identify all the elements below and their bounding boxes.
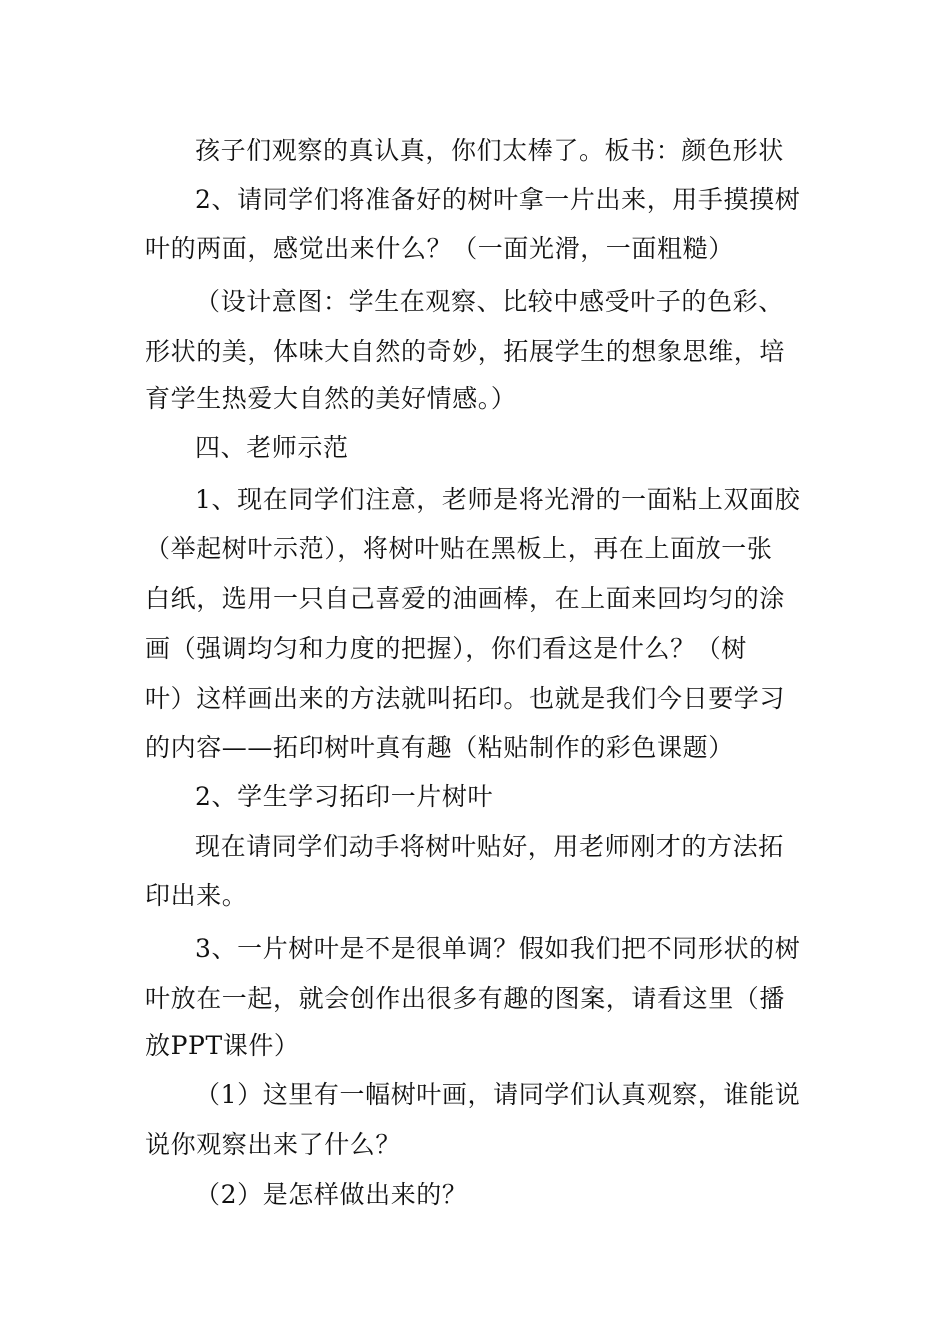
text-line: 现在请同学们动手将树叶贴好，用老师刚才的方法拓 <box>195 832 784 861</box>
text-line: （1）这里有一幅树叶画，请同学们认真观察，谁能说 <box>195 1080 801 1109</box>
text-line: 的内容——拓印树叶真有趣（粘贴制作的彩色课题） <box>145 733 734 762</box>
text-line: 2、学生学习拓印一片树叶 <box>195 782 494 811</box>
text-line: 叶）这样画出来的方法就叫拓印。也就是我们今日要学习 <box>145 684 786 713</box>
text-line: 放PPT课件） <box>145 1031 300 1060</box>
text-line: 印出来。 <box>145 881 248 910</box>
section-heading: 四、老师示范 <box>195 433 349 462</box>
text-line: 叶的两面，感觉出来什么？（一面光滑，一面粗糙） <box>145 234 734 263</box>
text-line: 2、请同学们将准备好的树叶拿一片出来，用手摸摸树 <box>195 185 801 214</box>
text-line: 画（强调均匀和力度的把握），你们看这是什么？（树 <box>145 634 747 663</box>
text-line: 说你观察出来了什么？ <box>145 1130 402 1159</box>
text-line: 白纸，选用一只自己喜爱的油画棒，在上面来回均匀的涂 <box>145 584 786 613</box>
text-line: 3、一片树叶是不是很单调？假如我们把不同形状的树 <box>195 934 801 963</box>
text-line: （设计意图：学生在观察、比较中感受叶子的色彩、 <box>195 287 784 316</box>
text-line: 孩子们观察的真认真，你们太棒了。板书：颜色形状 <box>195 136 784 165</box>
text-line: 叶放在一起，就会创作出很多有趣的图案，请看这里（播 <box>145 984 786 1013</box>
text-line: 形状的美，体味大自然的奇妙，拓展学生的想象思维，培 <box>145 337 786 366</box>
text-line: 1、现在同学们注意，老师是将光滑的一面粘上双面胶 <box>195 485 801 514</box>
text-line: （2）是怎样做出来的？ <box>195 1180 468 1209</box>
text-line: 育学生热爱大自然的美好情感。） <box>145 384 517 413</box>
text-line: （举起树叶示范），将树叶贴在黑板上，再在上面放一张 <box>145 534 773 563</box>
